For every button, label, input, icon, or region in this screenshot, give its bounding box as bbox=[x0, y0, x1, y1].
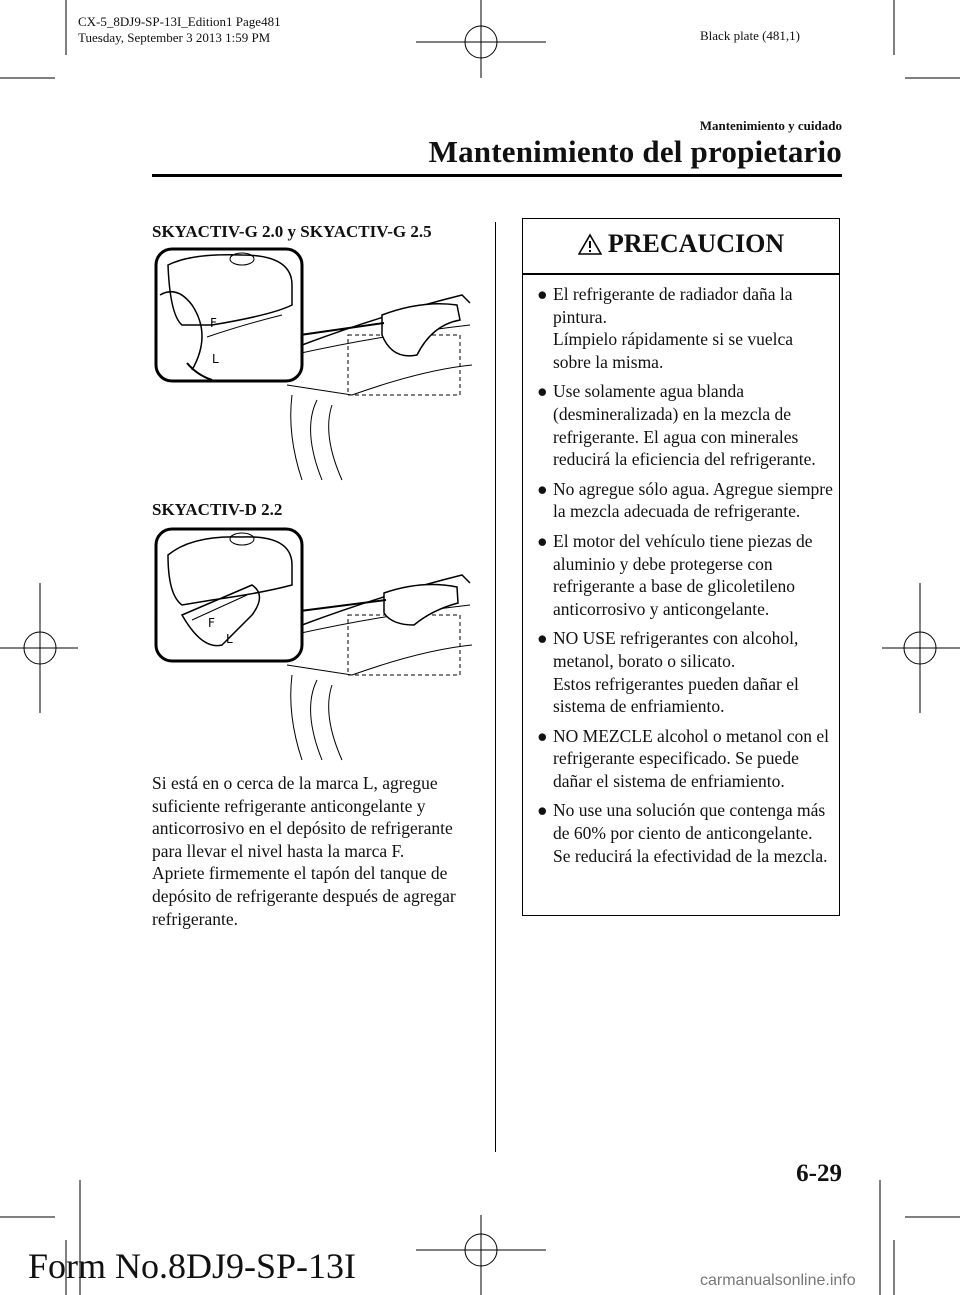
bullet-icon: ● bbox=[537, 628, 548, 649]
figure-coolant-reservoir-diesel bbox=[152, 525, 472, 765]
bullet-icon: ● bbox=[537, 530, 548, 551]
header-rule bbox=[152, 174, 842, 177]
watermark-link[interactable]: carmanualsonline.info bbox=[700, 1272, 856, 1289]
body-paragraph: Si está en o cerca de la marca L, agregue suficiente refrigerante anticongelante y anticorrosivo en el depósito de refrigerante para llevar el nivel hasta la marca F. bbox=[152, 773, 453, 861]
caution-item: ● No agregue sólo agua. Agregue siempre la mezcla adecuada de refrigerante. bbox=[537, 478, 833, 522]
mark-l: L bbox=[226, 632, 233, 646]
figure-coolant-reservoir-gasoline bbox=[152, 245, 472, 485]
caution-list bbox=[523, 283, 839, 867]
bullet-icon: ● bbox=[537, 284, 548, 304]
print-header-plate: Black plate (481,1) bbox=[700, 28, 800, 43]
figure-label-gasoline: SKYACTIV-G 2.0 y SKYACTIV-G 2.5 bbox=[152, 222, 432, 241]
caution-item: ● El motor del vehículo tiene piezas de aluminio y debe protegerse con refrigerante a base de glicoletileno anticorrosivo y anticongelante. bbox=[537, 530, 813, 619]
print-header-left bbox=[78, 14, 281, 46]
body-text bbox=[152, 772, 482, 930]
caution-item: ● No use una solución que contenga más de 60% por ciento de anticongelante. Se reducirá la efectividad de la mezcla. bbox=[537, 800, 828, 866]
mark-l: L bbox=[212, 352, 219, 366]
caution-item: ● El refrigerante de radiador daña la pintura. Límpielo rápidamente si se vuelca sobre la misma. bbox=[537, 284, 794, 372]
caution-box bbox=[522, 218, 840, 916]
mark-f: F bbox=[208, 616, 215, 630]
mark-f: F bbox=[210, 316, 217, 330]
print-header-file: CX-5_8DJ9-SP-13I_Edition1 Page481 bbox=[78, 14, 281, 29]
figure-label-diesel: SKYACTIV-D 2.2 bbox=[152, 500, 283, 519]
form-number: Form No.8DJ9-SP-13I bbox=[28, 1246, 357, 1286]
bullet-icon: ● bbox=[537, 478, 548, 499]
bullet-icon: ● bbox=[537, 800, 548, 821]
column-separator bbox=[495, 222, 496, 1152]
caution-item: ● Use solamente agua blanda (desmineralizada) en la mezcla de refrigerante. El agua con minerales reducirá la eficiencia del refrigerante. bbox=[537, 381, 816, 470]
caution-item: ● NO MEZCLE alcohol o metanol con el refrigerante especificado. Se puede dañar el sistema de enfriamiento. bbox=[537, 725, 830, 791]
caution-rule bbox=[523, 273, 839, 275]
caution-item: ● NO USE refrigerantes con alcohol, metanol, borato o silicato. Estos refrigerantes pueden dañar el sistema de enfriamiento. bbox=[537, 628, 799, 717]
section-category: Mantenimiento y cuidado bbox=[699, 118, 842, 133]
page-number: 6-29 bbox=[796, 1160, 842, 1187]
warning-triangle-icon bbox=[578, 233, 602, 255]
caution-title: PRECAUCION bbox=[607, 229, 785, 258]
print-header-date: Tuesday, September 3 2013 1:59 PM bbox=[78, 30, 271, 45]
body-paragraph: Apriete firmemente el tapón del tanque de depósito de refrigerante después de agregar refrigerante. bbox=[152, 863, 456, 929]
bullet-icon: ● bbox=[537, 725, 548, 746]
section-title: Mantenimiento del propietario bbox=[428, 134, 842, 169]
bullet-icon: ● bbox=[537, 381, 548, 402]
caution-header bbox=[523, 229, 839, 265]
